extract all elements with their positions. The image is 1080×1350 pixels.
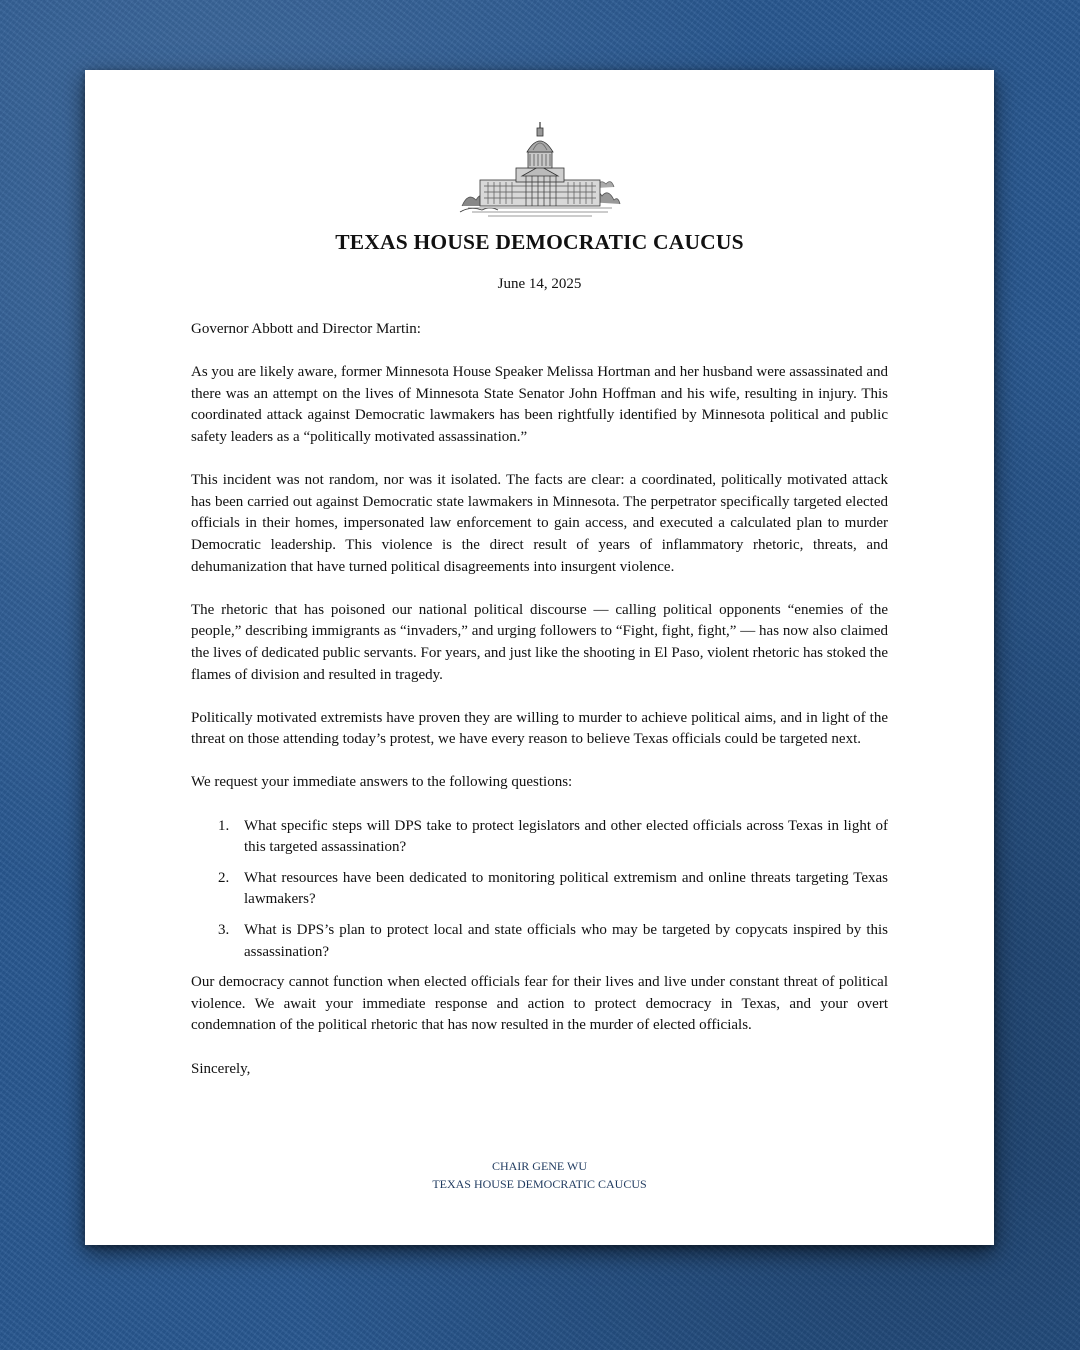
signature-block	[85, 1157, 994, 1193]
paragraph: As you are likely aware, former Minnesota House Speaker Melissa Hortman and her husband were assassinated and there was an attempt on the lives of Minnesota State Senator John Hoffman and his wife, resulting in injury. This coordinated attack against Democratic lawmakers has been rightfully identified by Minnesota political and public safety leaders as a “politically motivated assassination.”	[191, 364, 888, 445]
question-number: 1.	[218, 817, 230, 834]
question-text: What resources have been dedicated to monitoring political extremism and online threats targeting Texas lawmakers?	[244, 869, 888, 908]
question-text: What is DPS’s plan to protect local and state officials who may be targeted by copycats inspired by this assassination?	[244, 922, 888, 960]
closing-paragraph: Our democracy cannot function when elected officials fear for their lives and live under constant threat of political violence. We await your immediate response and action to protect democracy in Texas, and your overt condemnation of the political rhetoric that has now resulted in the murder of elected officials.	[191, 974, 888, 1034]
question-number: 3.	[218, 922, 230, 939]
question-text: What specific steps will DPS take to protect legislators and other elected officials across Texas in light of this targeted assassination?	[244, 817, 888, 856]
question-item	[191, 920, 888, 963]
signature-organization: TEXAS HOUSE DEMOCRATIC CAUCUS	[432, 1177, 647, 1191]
paragraph: This incident was not random, nor was it isolated. The facts are clear: a coordinated, politically motivated attack has been carried out against Democratic state lawmakers in Minnesota. The perpetrator specifically targeted elected officials in their homes, impersonated law enforcement to gain access, and executed a calculated plan to murder Democratic leadership. This violence is the direct result of years of inflammatory rhetoric, threats, and dehumanization that have turned political disagreements into insurgent violence.	[191, 472, 888, 575]
question-item	[191, 816, 888, 859]
letter-body	[191, 319, 888, 1102]
question-number: 2.	[218, 869, 230, 886]
question-item	[191, 868, 888, 911]
letter-date: June 14, 2025	[497, 276, 582, 292]
signature-name: CHAIR GENE WU	[491, 1159, 588, 1173]
valediction: Sincerely,	[191, 1060, 251, 1077]
paragraph: Politically motivated extremists have proven they are willing to murder to achieve political aims, and in light of the threat on those attending today’s protest, we have every reason to believe Texas officials could be targeted next.	[191, 709, 888, 748]
organization-title: TEXAS HOUSE DEMOCRATIC CAUCUS	[335, 230, 744, 254]
capitol-building-icon	[458, 122, 622, 220]
paragraph: We request your immediate answers to the following questions:	[191, 774, 573, 791]
letter-page	[85, 70, 994, 1245]
salutation: Governor Abbott and Director Martin:	[191, 321, 421, 337]
questions-list	[191, 816, 888, 964]
paragraph: The rhetoric that has poisoned our national political discourse — calling political opponents “enemies of the people,” describing immigrants as “invaders,” and urging followers to “Fight, fight, fight,” — has now also claimed the lives of dedicated public servants. For years, and just like the shooting in El Paso, violent rhetoric has stoked the flames of division and resulted in tragedy.	[191, 601, 888, 683]
